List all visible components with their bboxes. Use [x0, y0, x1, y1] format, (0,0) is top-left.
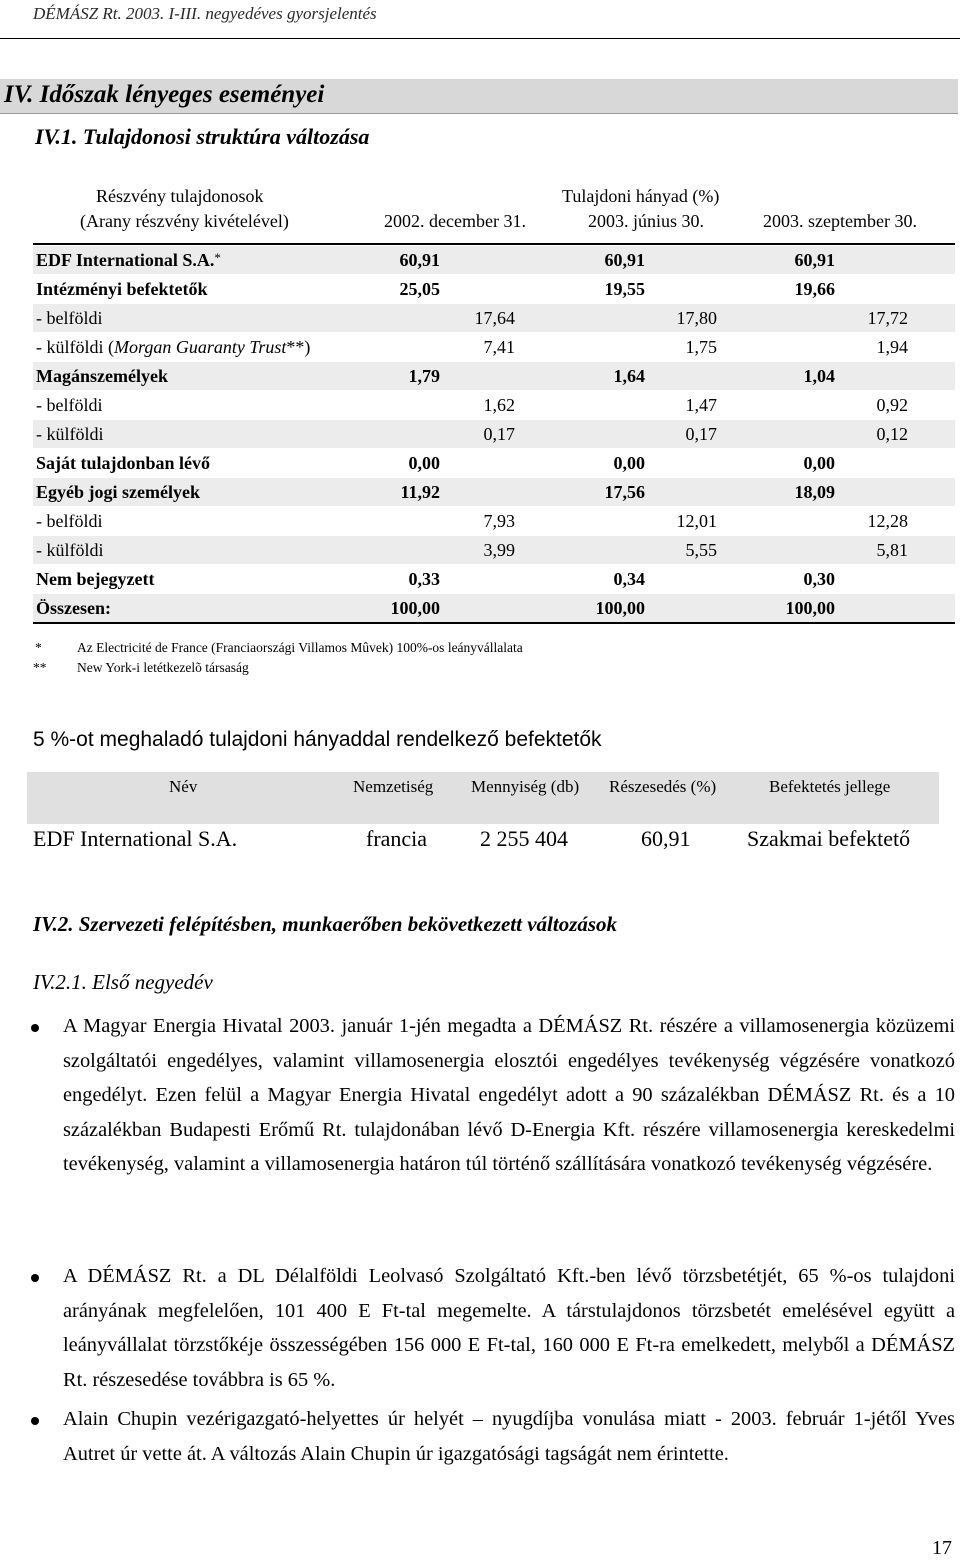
table-row: [33, 275, 955, 303]
cell-sep2003: 18,09: [794, 482, 835, 502]
cell-sep2003: 12,28: [867, 511, 908, 531]
investor-nationality: francia: [366, 826, 428, 851]
cell-sep2003: 0,12: [876, 424, 908, 444]
row-label: Intézményi befektetők: [36, 279, 208, 299]
cell-dec2002: 1,62: [483, 395, 515, 415]
row-label: - külföldi (Morgan Guaranty Trust**): [36, 337, 311, 357]
running-header: DÉMÁSZ Rt. 2003. I-III. negyedéves gyorsjelentés: [33, 4, 377, 23]
cell-sep2003: 60,91: [794, 250, 835, 270]
section-title-bar: [0, 79, 958, 114]
org-changes-subtitle: IV.2.1. Első negyedév: [33, 970, 213, 994]
header-nationality: Nemzetiség: [353, 777, 434, 796]
cell-sep2003: 19,66: [794, 279, 835, 299]
table-row: [33, 449, 955, 477]
investor-table-header: [27, 772, 939, 824]
row-label: - külföldi: [36, 540, 104, 560]
investor-quantity: 2 255 404: [480, 826, 568, 851]
col-group-header: Tulajdoni hányad (%): [562, 186, 720, 206]
cell-sep2003: 17,72: [867, 308, 908, 328]
bullet-icon: [31, 1274, 39, 1282]
table-row: [33, 420, 955, 448]
header-type: Befektetés jellege: [769, 777, 891, 796]
col-date-3: 2003. szeptember 30.: [763, 211, 917, 231]
cell-jun2003: 1,64: [613, 366, 645, 386]
footnote-mark: *: [35, 640, 42, 655]
col-date-1: 2002. december 31.: [384, 211, 526, 231]
section-title: IV. Időszak lényeges eseményei: [4, 81, 325, 108]
row-label: Nem bejegyzett: [36, 569, 155, 589]
cell-sep2003: 1,04: [803, 366, 835, 386]
header-quantity: Mennyiség (db): [471, 777, 580, 796]
footnote-mark: **: [33, 660, 47, 675]
cell-dec2002: 100,00: [390, 598, 440, 618]
cell-dec2002: 1,79: [408, 366, 440, 386]
cell-jun2003: 17,56: [604, 482, 645, 502]
cell-jun2003: 0,17: [685, 424, 717, 444]
col-date-2: 2003. június 30.: [588, 211, 705, 231]
investor-name: EDF International S.A.: [33, 826, 238, 851]
cell-dec2002: 7,93: [483, 511, 515, 531]
table-top-rule: [33, 243, 955, 245]
row-label: - belföldi: [36, 395, 103, 415]
cell-dec2002: 0,17: [483, 424, 515, 444]
table-row: [33, 246, 955, 274]
investor-type: Szakmai befektető: [747, 826, 911, 851]
table-row: [33, 565, 955, 593]
cell-dec2002: 60,91: [399, 250, 440, 270]
col-left-line1: Részvény tulajdonosok: [96, 186, 264, 206]
table-row: [33, 304, 955, 332]
cell-jun2003: 12,01: [676, 511, 717, 531]
section-subtitle: IV.1. Tulajdonosi struktúra változása: [35, 124, 370, 149]
table-row: [33, 362, 955, 390]
cell-jun2003: 60,91: [604, 250, 645, 270]
list-item: A Magyar Energia Hivatal 2003. január 1-jén megadta a DÉMÁSZ Rt. részére a villamosenergia közüzemi szolgáltatói engedélyes, valamint villamosenergia elosztói engedélyes tevékenység végzésére vonatkozó engedélyt. Ezen felül a Magyar Energia Hivatal engedélyt adott a 90 százalékban DÉMÁSZ Rt. és a 10 százalékban Budapesti Erőmű Rt. tulajdonában lévő D-Energia Kft. részére villamosenergia kereskedelmi tevékenység, valamint a villamosenergia határon túl történő szállítására vonatkozó tevékenység végzésére.: [63, 1015, 955, 1176]
bullet-icon: [31, 1024, 39, 1032]
table-row: [33, 536, 955, 564]
cell-dec2002: 0,33: [408, 569, 440, 589]
cell-jun2003: 100,00: [595, 598, 645, 618]
cell-jun2003: 0,34: [613, 569, 645, 589]
row-label: - belföldi: [36, 511, 103, 531]
bullet-icon: [31, 1417, 39, 1425]
cell-dec2002: 25,05: [399, 279, 440, 299]
row-label: - külföldi: [36, 424, 104, 444]
row-label: Egyéb jogi személyek: [36, 482, 200, 502]
investor-share: 60,91: [641, 826, 691, 851]
page-number: 17: [932, 1537, 952, 1559]
row-label: EDF International S.A.*: [36, 250, 221, 270]
cell-dec2002: 7,41: [483, 337, 515, 357]
cell-dec2002: 17,64: [474, 308, 515, 328]
row-label: Magánszemélyek: [36, 366, 168, 386]
footnote-text: New York-i letétkezelõ társaság: [77, 660, 249, 675]
cell-jun2003: 17,80: [676, 308, 717, 328]
header-divider: [0, 38, 960, 39]
cell-jun2003: 0,00: [613, 453, 645, 473]
list-item: A DÉMÁSZ Rt. a DL Délalföldi Leolvasó Szolgáltató Kft.-ben lévő törzsbetétjét, 65 %-os tulajdoni arányának megfelelően, 101 400 E Ft-tal megemelte. A társtulajdonos törzsbetét emelésével együtt a leányvállalat törzstőkéje összességében 156 000 E Ft-tal, 160 000 E Ft-ra emelkedett, melyből a DÉMÁSZ Rt. részesedése továbbra is 65 %.: [63, 1265, 955, 1391]
table-row-total: [33, 594, 955, 622]
cell-jun2003: 1,47: [685, 395, 717, 415]
table-bottom-rule: [33, 622, 955, 624]
cell-sep2003: 0,92: [876, 395, 908, 415]
org-changes-title: IV.2. Szervezeti felépítésben, munkaerőben bekövetkezett változások: [33, 912, 618, 936]
cell-sep2003: 0,30: [803, 569, 835, 589]
cell-jun2003: 1,75: [685, 337, 717, 357]
cell-jun2003: 5,55: [685, 540, 717, 560]
investor-table-title: 5 %-ot meghaladó tulajdoni hányaddal rendelkező befektetők: [33, 728, 602, 751]
table-row: [33, 333, 955, 361]
cell-jun2003: 19,55: [604, 279, 645, 299]
cell-sep2003: 5,81: [876, 540, 908, 560]
cell-sep2003: 1,94: [876, 337, 908, 357]
row-label: - belföldi: [36, 308, 103, 328]
table-row: [33, 478, 955, 506]
row-label: Saját tulajdonban lévő: [36, 453, 211, 473]
table-row: [33, 391, 955, 419]
cell-dec2002: 11,92: [400, 482, 440, 502]
header-name: Név: [169, 777, 198, 796]
table-row: [33, 507, 955, 535]
list-item: Alain Chupin vezérigazgató-helyettes úr helyét – nyugdíjba vonulása miatt - 2003. február 1-jétől Yves Autret úr vette át. A változás Alain Chupin úr igazgatósági tagságát nem érintette.: [63, 1408, 955, 1465]
col-left-line2: (Arany részvény kivételével): [80, 211, 289, 231]
cell-sep2003: 100,00: [785, 598, 835, 618]
header-share: Részesedés (%): [609, 777, 717, 796]
cell-dec2002: 3,99: [483, 540, 515, 560]
row-label: Összesen:: [36, 598, 111, 618]
cell-sep2003: 0,00: [803, 453, 835, 473]
cell-dec2002: 0,00: [408, 453, 440, 473]
footnote-text: Az Electricité de France (Franciaországi Villamos Mûvek) 100%-os leányvállalata: [77, 640, 523, 655]
